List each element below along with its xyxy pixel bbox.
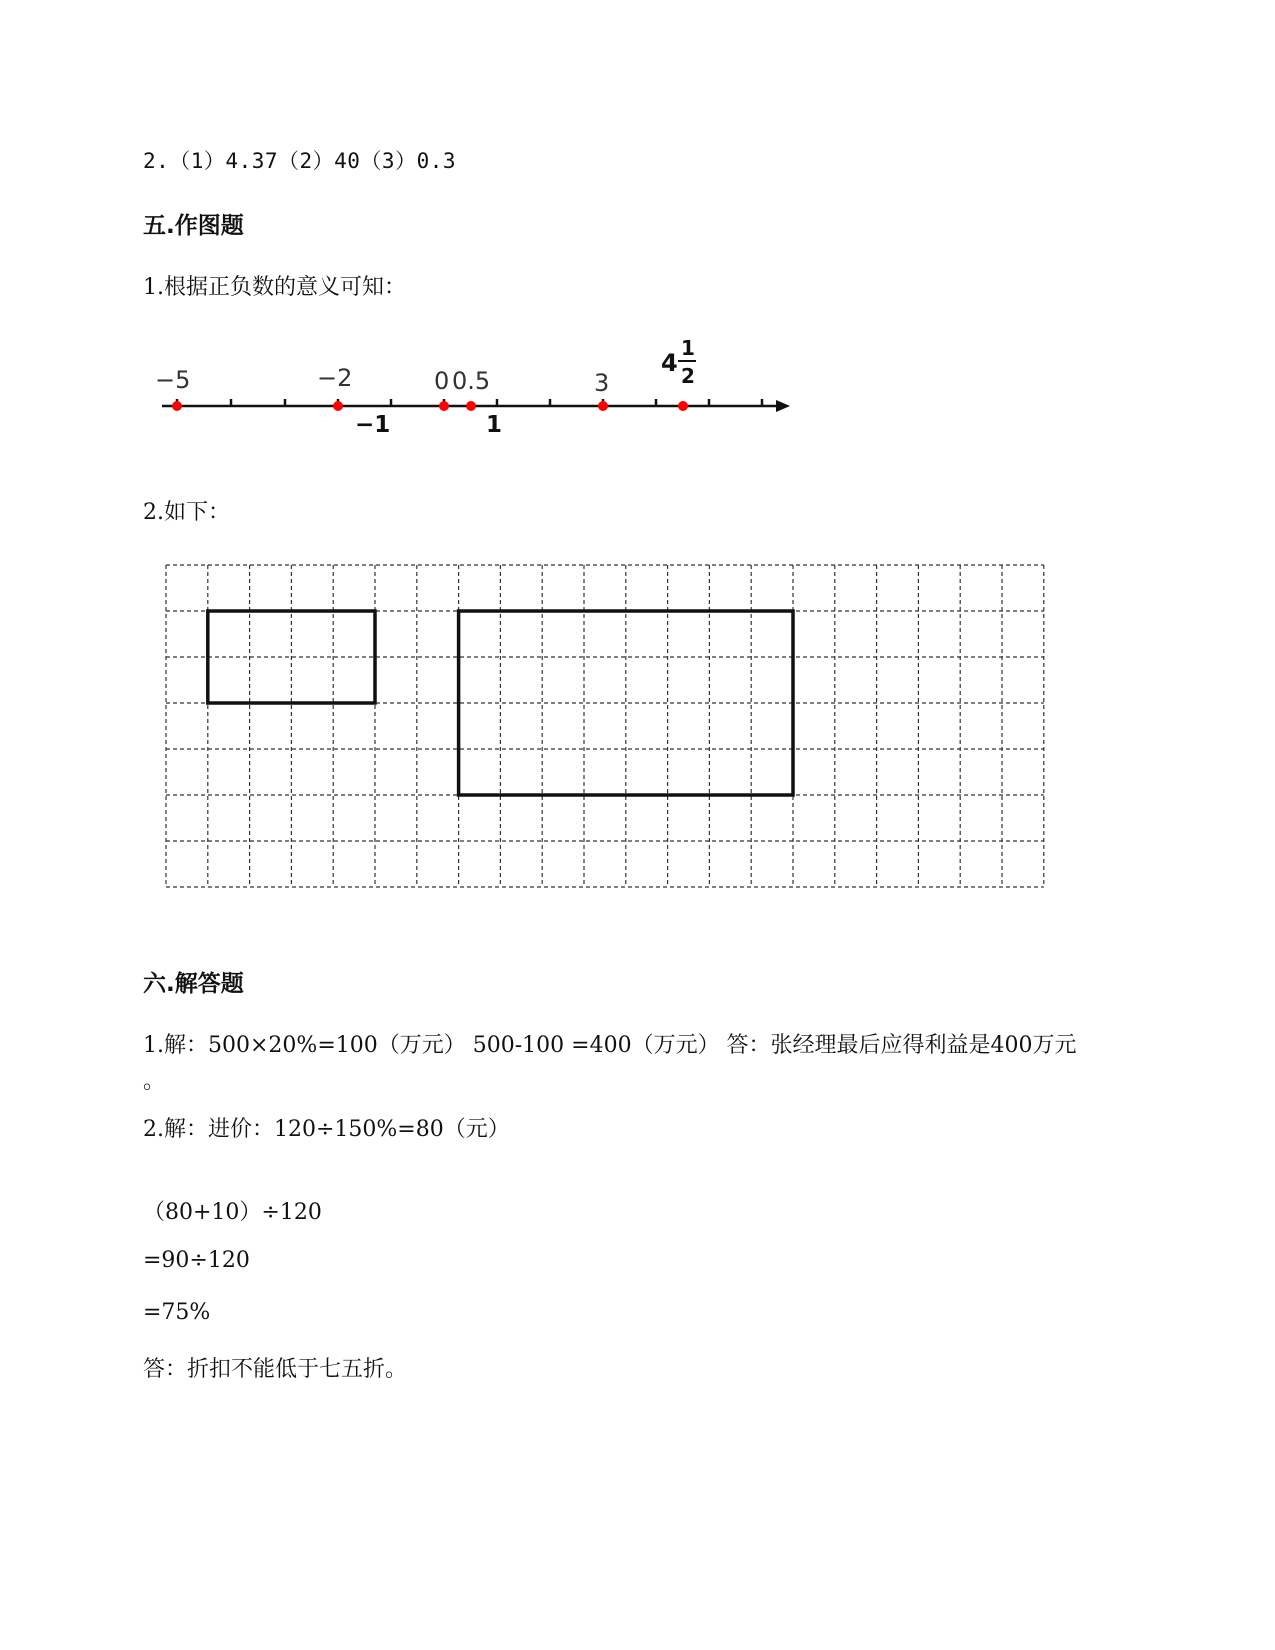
label-zero: 0 xyxy=(434,367,450,395)
point-four-and-half xyxy=(678,401,688,411)
question-5-2-text: 2.如下： xyxy=(143,500,230,525)
point-zero xyxy=(439,401,449,411)
arrow-icon xyxy=(776,400,790,412)
point-minus-5 xyxy=(172,401,182,411)
label-minus-1: −1 xyxy=(355,412,391,438)
section-heading-solutions: 六.解答题 xyxy=(143,971,244,997)
label-minus-2: −2 xyxy=(317,364,353,392)
solution-6-1-line1: 1.解：500×20%=100（万元） 500-100 =400（万元） 答：张经理最后应得利益是400万元 xyxy=(143,1033,1077,1058)
final-answer: 答：折扣不能低于七五折。 xyxy=(143,1357,408,1382)
solution-6-2-line1: 2.解：进价：120÷150%=80（元） xyxy=(143,1117,510,1142)
label-half: 0.5 xyxy=(452,367,491,395)
point-three xyxy=(598,401,608,411)
calculation-line-1: （80+10）÷120 xyxy=(143,1200,322,1225)
label-mixed-whole: 4 xyxy=(661,349,678,377)
question-5-1-text: 1.根据正负数的意义可知： xyxy=(143,275,406,300)
point-half xyxy=(466,401,476,411)
answer-4-2: 2.（1）4.37（2）40（3）0.3 xyxy=(143,149,457,173)
section-heading-drawing: 五.作图题 xyxy=(143,213,244,239)
calculation-line-2: =90÷120 xyxy=(143,1248,250,1273)
dashed-grid xyxy=(166,565,1044,887)
label-minus-5: −5 xyxy=(155,366,191,394)
label-mixed-denominator: 2 xyxy=(681,364,695,388)
point-minus-2 xyxy=(333,401,343,411)
label-three: 3 xyxy=(594,369,610,397)
calculation-line-3: =75% xyxy=(143,1300,211,1325)
grid-drawing xyxy=(160,560,1055,900)
label-mixed-numerator: 1 xyxy=(681,336,695,360)
label-one: 1 xyxy=(486,412,503,438)
number-line xyxy=(150,325,810,445)
solution-6-1-line2: 。 xyxy=(143,1069,166,1094)
